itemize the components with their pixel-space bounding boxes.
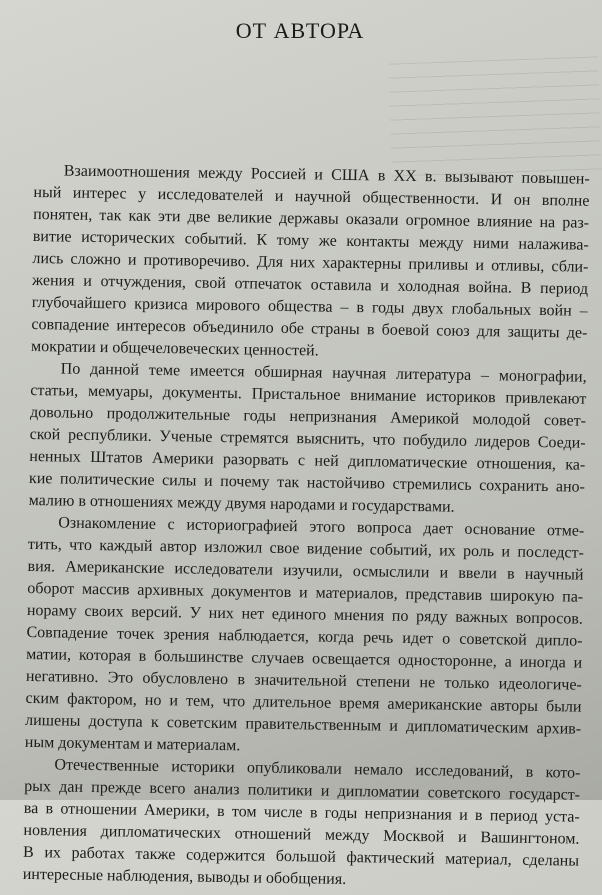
- text-line: довольно продолжительные годы непризнания Америкой молодой совет-: [29, 403, 587, 430]
- paragraph: [28, 358, 586, 521]
- text-line: новления дипломатических отношений между Москвой и Вашингтоном.: [23, 821, 580, 848]
- text-line: ской республики. Ученые стремятся выяснить, что побудило лидеров Соеди-: [29, 425, 586, 452]
- text-line: Взаимоотношения между Россией и США в XX в. вызывают повышен-: [63, 162, 590, 188]
- text-line: ва в отношении Америки, в том числе в годы непризнания и в период уста-: [23, 799, 580, 826]
- paragraph: [31, 160, 590, 367]
- text-line: вия. Американские исследователи изучили, осмыслили и ввели в научный: [27, 557, 584, 584]
- text-line: ным документам и материалам.: [24, 733, 241, 755]
- text-line: оборот массив архивных документов и материалов, представив широкую па-: [27, 579, 584, 606]
- page-title: ОТ АВТОРА: [235, 18, 365, 43]
- text-line: Совпадение точек зрения наблюдается, когда речь идет о советской дипло-: [26, 623, 583, 650]
- text-line: ским фактором, но и тем, что длительное время американские авторы были: [25, 689, 582, 716]
- text-line: глубочайшего кризиса мирового общества – в годы двух глобальных войн –: [31, 293, 588, 320]
- text-line: жения и отчуждения, свой отпечаток оставила и холодная война. В период: [31, 271, 589, 298]
- text-line: интересные наблюдения, выводы и обобщения.: [22, 865, 347, 888]
- text-line: нораму своих версий. У них нет единого мнения по ряду важных вопросов.: [26, 601, 583, 628]
- bleed-through-text: [388, 56, 602, 183]
- text-line: понятен, так как эти две великие державы оказали огромное влияние на раз-: [33, 205, 590, 232]
- text-line: негативно. Это обусловлено в значительной степени не только идеологиче-: [25, 667, 582, 694]
- text-line: В их работах также содержится большой фактический материал, сделаны: [22, 843, 580, 870]
- text-line: лись сложно и противоречиво. Для них характерны приливы и отливы, сбли-: [32, 249, 589, 276]
- text-line: рых дан прежде всего анализ политики и дипломатии советского государст-: [24, 777, 581, 804]
- text-line: тить, что каждый автор изложил свое видение событий, их роль и последст-: [27, 535, 585, 562]
- paragraph: [23, 754, 581, 895]
- text-line: ный интерес у исследователей и научной общественности. И он вполне: [33, 183, 590, 210]
- body-text: [23, 160, 590, 895]
- text-line: витие исторических событий. К тому же контакты между ними налажива-: [32, 227, 589, 254]
- text-line: мократии и общечеловеческих ценностей.: [30, 337, 319, 360]
- paragraph: [25, 512, 585, 763]
- text-line: Отечественные историки опубликовали немало исследований, в кото-: [54, 756, 581, 782]
- text-line: лишены доступа к советским правительственным и дипломатическим архив-: [25, 711, 582, 738]
- text-line: совпадение интересов объединило обе страны в боевой союз для защиты де-: [31, 315, 588, 342]
- text-line: статьи, мемуары, документы. Пристальное внимание историков привлекают: [30, 381, 587, 408]
- text-line: Ознакомление с историографией этого вопроса дает основание отме-: [58, 514, 585, 540]
- text-line: ненных Штатов Америки разорвать с ней дипломатические отношения, ка-: [29, 447, 586, 474]
- text-line: матии, которая в большинстве случаев освещается односторонне, а иногда и: [26, 645, 583, 672]
- text-line: малию в отношениях между двумя народами и государствами.: [28, 491, 455, 516]
- text-line: По данной теме имеется обширная научная литература – монографии,: [60, 360, 587, 386]
- text-line: кие политические силы и почему так настойчиво стремились сохранить ано-: [28, 469, 586, 496]
